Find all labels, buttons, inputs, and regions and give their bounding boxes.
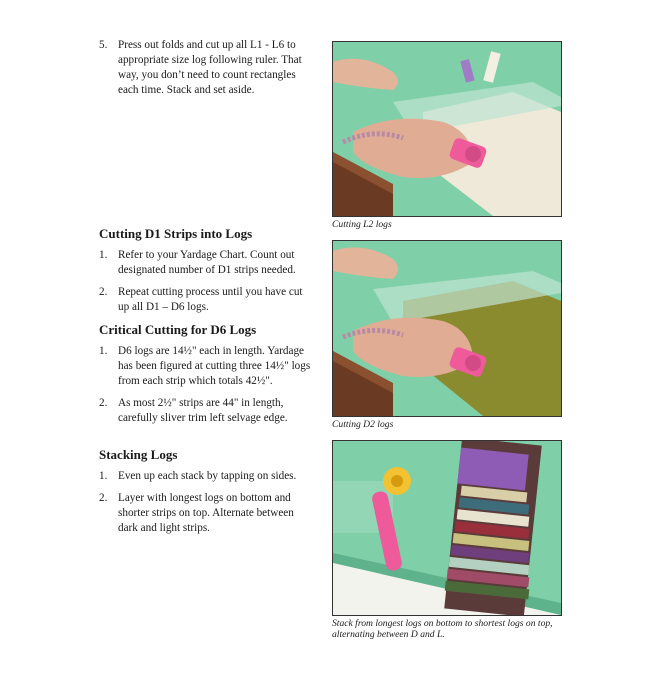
step-number: 2. <box>99 397 108 409</box>
photo-stacking <box>332 440 562 616</box>
step-number: 1. <box>99 470 108 482</box>
step-item <box>99 285 314 315</box>
step-number: 2. <box>99 492 108 504</box>
section-heading-stacking: Stacking Logs <box>99 447 178 462</box>
step-text: Refer to your Yardage Chart. Count out designated number of D1 strips needed. <box>118 249 296 276</box>
step-list-d1 <box>99 248 314 315</box>
photo-caption: Cutting D2 logs <box>332 419 394 430</box>
step-number: 1. <box>99 249 108 261</box>
step-item <box>99 344 314 389</box>
step-text: Even up each stack by tapping on sides. <box>118 470 297 482</box>
step-item <box>99 491 314 536</box>
step-list-stacking <box>99 469 314 536</box>
caption-line: alternating between D and L. <box>332 629 445 640</box>
caption-line: Stack from longest logs on bottom to shortest logs on top, <box>332 618 553 629</box>
step-number: 5. <box>99 39 108 51</box>
photo-stacking-image <box>333 441 561 615</box>
photo-cutting-l2 <box>332 41 562 217</box>
step-text: D6 logs are 14½" each in length. Yardage has been figured at cutting three 14½" logs from each strip which totals 42½". <box>118 345 311 387</box>
step-text: Layer with longest logs on bottom and shorter strips on top. Alternate between dark and light strips. <box>118 492 294 534</box>
step-text: As most 2½" strips are 44" in length, carefully sliver trim left selvage edge. <box>118 397 288 424</box>
section-heading-d1: Cutting D1 Strips into Logs <box>99 226 253 241</box>
step-text: Repeat cutting process until you have cut up all D1 – D6 logs. <box>118 286 303 313</box>
photo-caption <box>332 618 572 640</box>
step-list-d6 <box>99 344 314 426</box>
step-number: 1. <box>99 345 108 357</box>
photo-cutting-d2 <box>332 240 562 417</box>
photo-caption: Cutting L2 logs <box>332 219 392 230</box>
photo-cutting-l2-image <box>333 42 561 216</box>
step-list-cut-l <box>99 38 314 98</box>
section-heading-d6: Critical Cutting for D6 Logs <box>99 322 257 337</box>
step-item <box>99 396 314 426</box>
step-item <box>99 38 314 98</box>
photo-cutting-d2-image <box>333 241 561 416</box>
step-item <box>99 469 314 484</box>
step-text: Press out folds and cut up all L1 - L6 to appropriate size log following ruler. That way, you don’t need to count rectangles each time. Stack and set aside. <box>118 39 302 96</box>
step-number: 2. <box>99 286 108 298</box>
step-item <box>99 248 314 278</box>
